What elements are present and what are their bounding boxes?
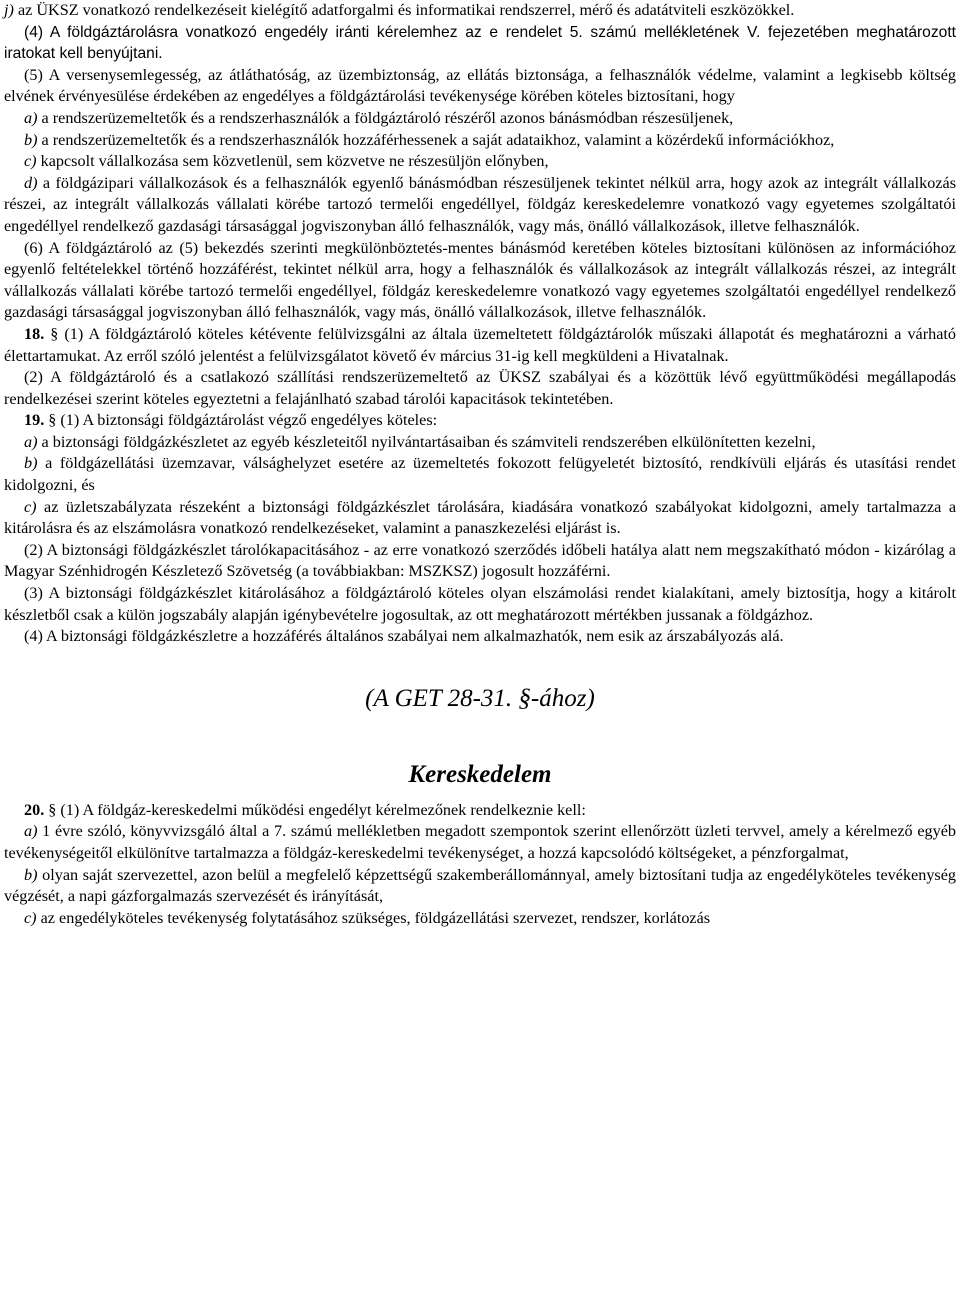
paragraph-text: kapcsolt vállalkozása sem közvetlenül, sem közvetve ne részesüljön előnyben, [36, 152, 549, 171]
list-item [4, 0, 956, 22]
paragraph-text: a rendszerüzemeltetők és a rendszerhasználók a földgáztároló részéről azonos bánásmódban részesüljenek, [37, 108, 734, 127]
list-label: c) [24, 908, 37, 927]
paragraph-text: (2) A biztonsági földgázkészlet tárolókapacitásához - az erre vonatkozó szerződés időbeli hatálya alatt nem megszakítható módon - kizárólag a Magyar Szénhidrogén Készletező Szövetség (a továbbiakban: MSZKSZ) jogosult hozzáférni. [4, 540, 956, 581]
list-label: a) [24, 432, 38, 451]
paragraph-text: a rendszerüzemeltetők és a rendszerhasználók hozzáférhessenek a saját adataikhoz, valamint a közérdekű információkhoz, [37, 130, 835, 149]
body-text-bottom [4, 800, 956, 930]
list-label: a) [24, 822, 38, 841]
section-number: 20. [24, 800, 45, 819]
paragraph-text: (4) A földgáztárolásra vonatkozó engedély iránti kérelemhez az e rendelet 5. számú mellékletének V. fejezetében meghatározott iratokat kell benyújtani. [4, 23, 956, 63]
list-label: b) [24, 130, 38, 149]
list-label: c) [24, 152, 37, 171]
paragraph [4, 65, 956, 108]
paragraph-text: olyan saját szervezettel, azon belül a megfelelő képzettségű szakemberállománnyal, amely biztosítani tudja az engedélyköteles tevékenység végzését, a napi gázforgalmazás szervezését és irányítását, [4, 865, 956, 906]
paragraph [4, 583, 956, 626]
paragraph-text: § (1) A biztonsági földgáztárolást végző engedélyes köteles: [44, 411, 438, 430]
paragraph-text: (6) A földgáztároló az (5) bekezdés szerinti megkülönböztetés-mentes bánásmód keretében köteles biztosítani különösen az információhoz egyenlő feltételekkel történő hozzáférést, tekintet nélkül arra, hogy a felhasználók és vállalkozások az integrált vállalkozás részei, az integrált vállalkozás vállalati körébe tartozó termelői engedéllyel, földgáz kereskedelemre vonatkozó vagy egyetemes szolgáltatói engedéllyel rendelkező gazdasági társasággal jogviszonyban álló felhasználók, vagy más, önálló vállalkozások, illetve felhasználók. [4, 238, 956, 322]
paragraph-text: (3) A biztonsági földgázkészlet kitárolásához a földgáztároló köteles olyan elszámolási rendet kialakítani, amely biztosítja, hogy a kitárolt készletből csak a külön jogszabály alapján igénybevételre jogosultak, az ott meghatározott mértékben jussanak a földgázhoz. [4, 584, 956, 624]
paragraph-text: a földgázellátási üzemzavar, válsághelyzet esetére az üzemeltetés fokozott felügyeletét biztosító, rendkívüli eljárás és utasítási rendet kidolgozni, és [4, 454, 956, 495]
list-item [4, 865, 956, 908]
list-item [4, 173, 956, 238]
list-label: b) [24, 865, 38, 884]
section-paragraph [4, 800, 956, 822]
paragraph-text: (4) A biztonsági földgázkészletre a hozzáférés általános szabályai nem alkalmazhatók, nem esik az árszabályozás alá. [24, 627, 784, 646]
list-item [4, 151, 956, 173]
list-item [4, 453, 956, 496]
list-item [4, 130, 956, 152]
paragraph-text: § (1) A földgáz-kereskedelmi működési engedélyt kérelmezőnek rendelkeznie kell: [44, 800, 586, 819]
list-item [4, 497, 956, 540]
list-label: j) [4, 1, 14, 19]
list-item [4, 432, 956, 454]
paragraph [4, 22, 956, 65]
list-item [4, 908, 956, 930]
list-item [4, 108, 956, 130]
list-item [4, 821, 956, 864]
paragraph-text: a földgázipari vállalkozások és a felhasználók egyenlő bánásmódban részesüljenek tekintet nélkül arra, hogy azok az integrált vállalkozás részei, az integrált vállalkozás vállalati körébe tartozó termelői engedéllyel, földgáz kereskedelemre vonatkozó vagy egyetemes szolgáltatói engedéllyel rendelkező gazdasági társasággal jogviszonyban álló felhasználók, vagy más, önálló vállalkozások, illetve felhasználók. [4, 173, 956, 235]
paragraph [4, 540, 956, 583]
paragraph [4, 238, 956, 324]
paragraph-text: 1 évre szóló, könyvvizsgáló által a 7. számú mellékletben megadott szempontok szerint ellenőrzött üzleti tervvel, amely a kérelmező egyéb tevékenységeitől elkülönítve tartalmazza a földgáz-kereskedelmi tevékenységet, a hozzá kapcsolódó költségeket, a pénzforgalmat, [4, 822, 956, 862]
list-label: a) [24, 108, 38, 127]
body-text-top [4, 0, 956, 648]
paragraph [4, 626, 956, 648]
list-label: c) [24, 497, 37, 516]
paragraph-text: § (1) A földgáztároló köteles kétévente felülvizsgálni az általa üzemeltetett földgáztárolók műszaki állapotát és meghatározni a várható élettartamukat. Az erről szóló jelentést a felülvizsgálatot követő év március 31-ig kell megküldeni a Hivatalnak. [4, 324, 956, 365]
section-number: 19. [24, 411, 45, 430]
list-label: d) [24, 173, 38, 192]
section-paragraph [4, 324, 956, 367]
section-number: 18. [24, 324, 45, 343]
chapter-title-heading: Kereskedelem [408, 760, 552, 788]
list-label: b) [24, 454, 38, 473]
paragraph-text: a biztonsági földgázkészletet az egyéb készleteitől nyilvántartásaiban és számviteli rendszerében elkülönítetten kezelni, [37, 432, 816, 451]
paragraph-text: (2) A földgáztároló és a csatlakozó szállítási rendszerüzemeltető az ÜKSZ szabályai és a közöttük lévő együttműködési megállapodás rendelkezései szerint köteles egyeztetni a felajánlható szabad tárolói kapacitások tekintetében. [4, 368, 956, 408]
paragraph-text: (5) A versenysemlegesség, az átláthatóság, az üzembiztonság, az ellátás biztonsága, a felhasználók védelme, valamint a legkisebb költség elvének érvényesülése érdekében az engedélyes a földgáztárolási tevékenysége körében köteles biztosítani, hogy [4, 65, 956, 106]
paragraph [4, 367, 956, 410]
section-reference-heading: (A GET 28-31. §-ához) [365, 684, 595, 712]
section-paragraph [4, 410, 956, 432]
paragraph-text: az ÜKSZ vonatkozó rendelkezéseit kielégítő adatforgalmi és informatikai rendszerrel, mérő és adatátviteli eszközökkel. [13, 1, 795, 19]
document-page [4, 0, 956, 929]
paragraph-text: az engedélyköteles tevékenység folytatásához szükséges, földgázellátási szervezet, rendszer, korlátozás [36, 908, 711, 927]
paragraph-text: az üzletszabályzata részeként a biztonsági földgázkészlet tárolására, kiadására vonatkozó szabályokat kidolgozni, amely tartalmazza a kitárolásra és az elszámolásra vonatkozó rendelkezéseket, valamint a panaszkezelési eljárást is. [4, 497, 956, 538]
